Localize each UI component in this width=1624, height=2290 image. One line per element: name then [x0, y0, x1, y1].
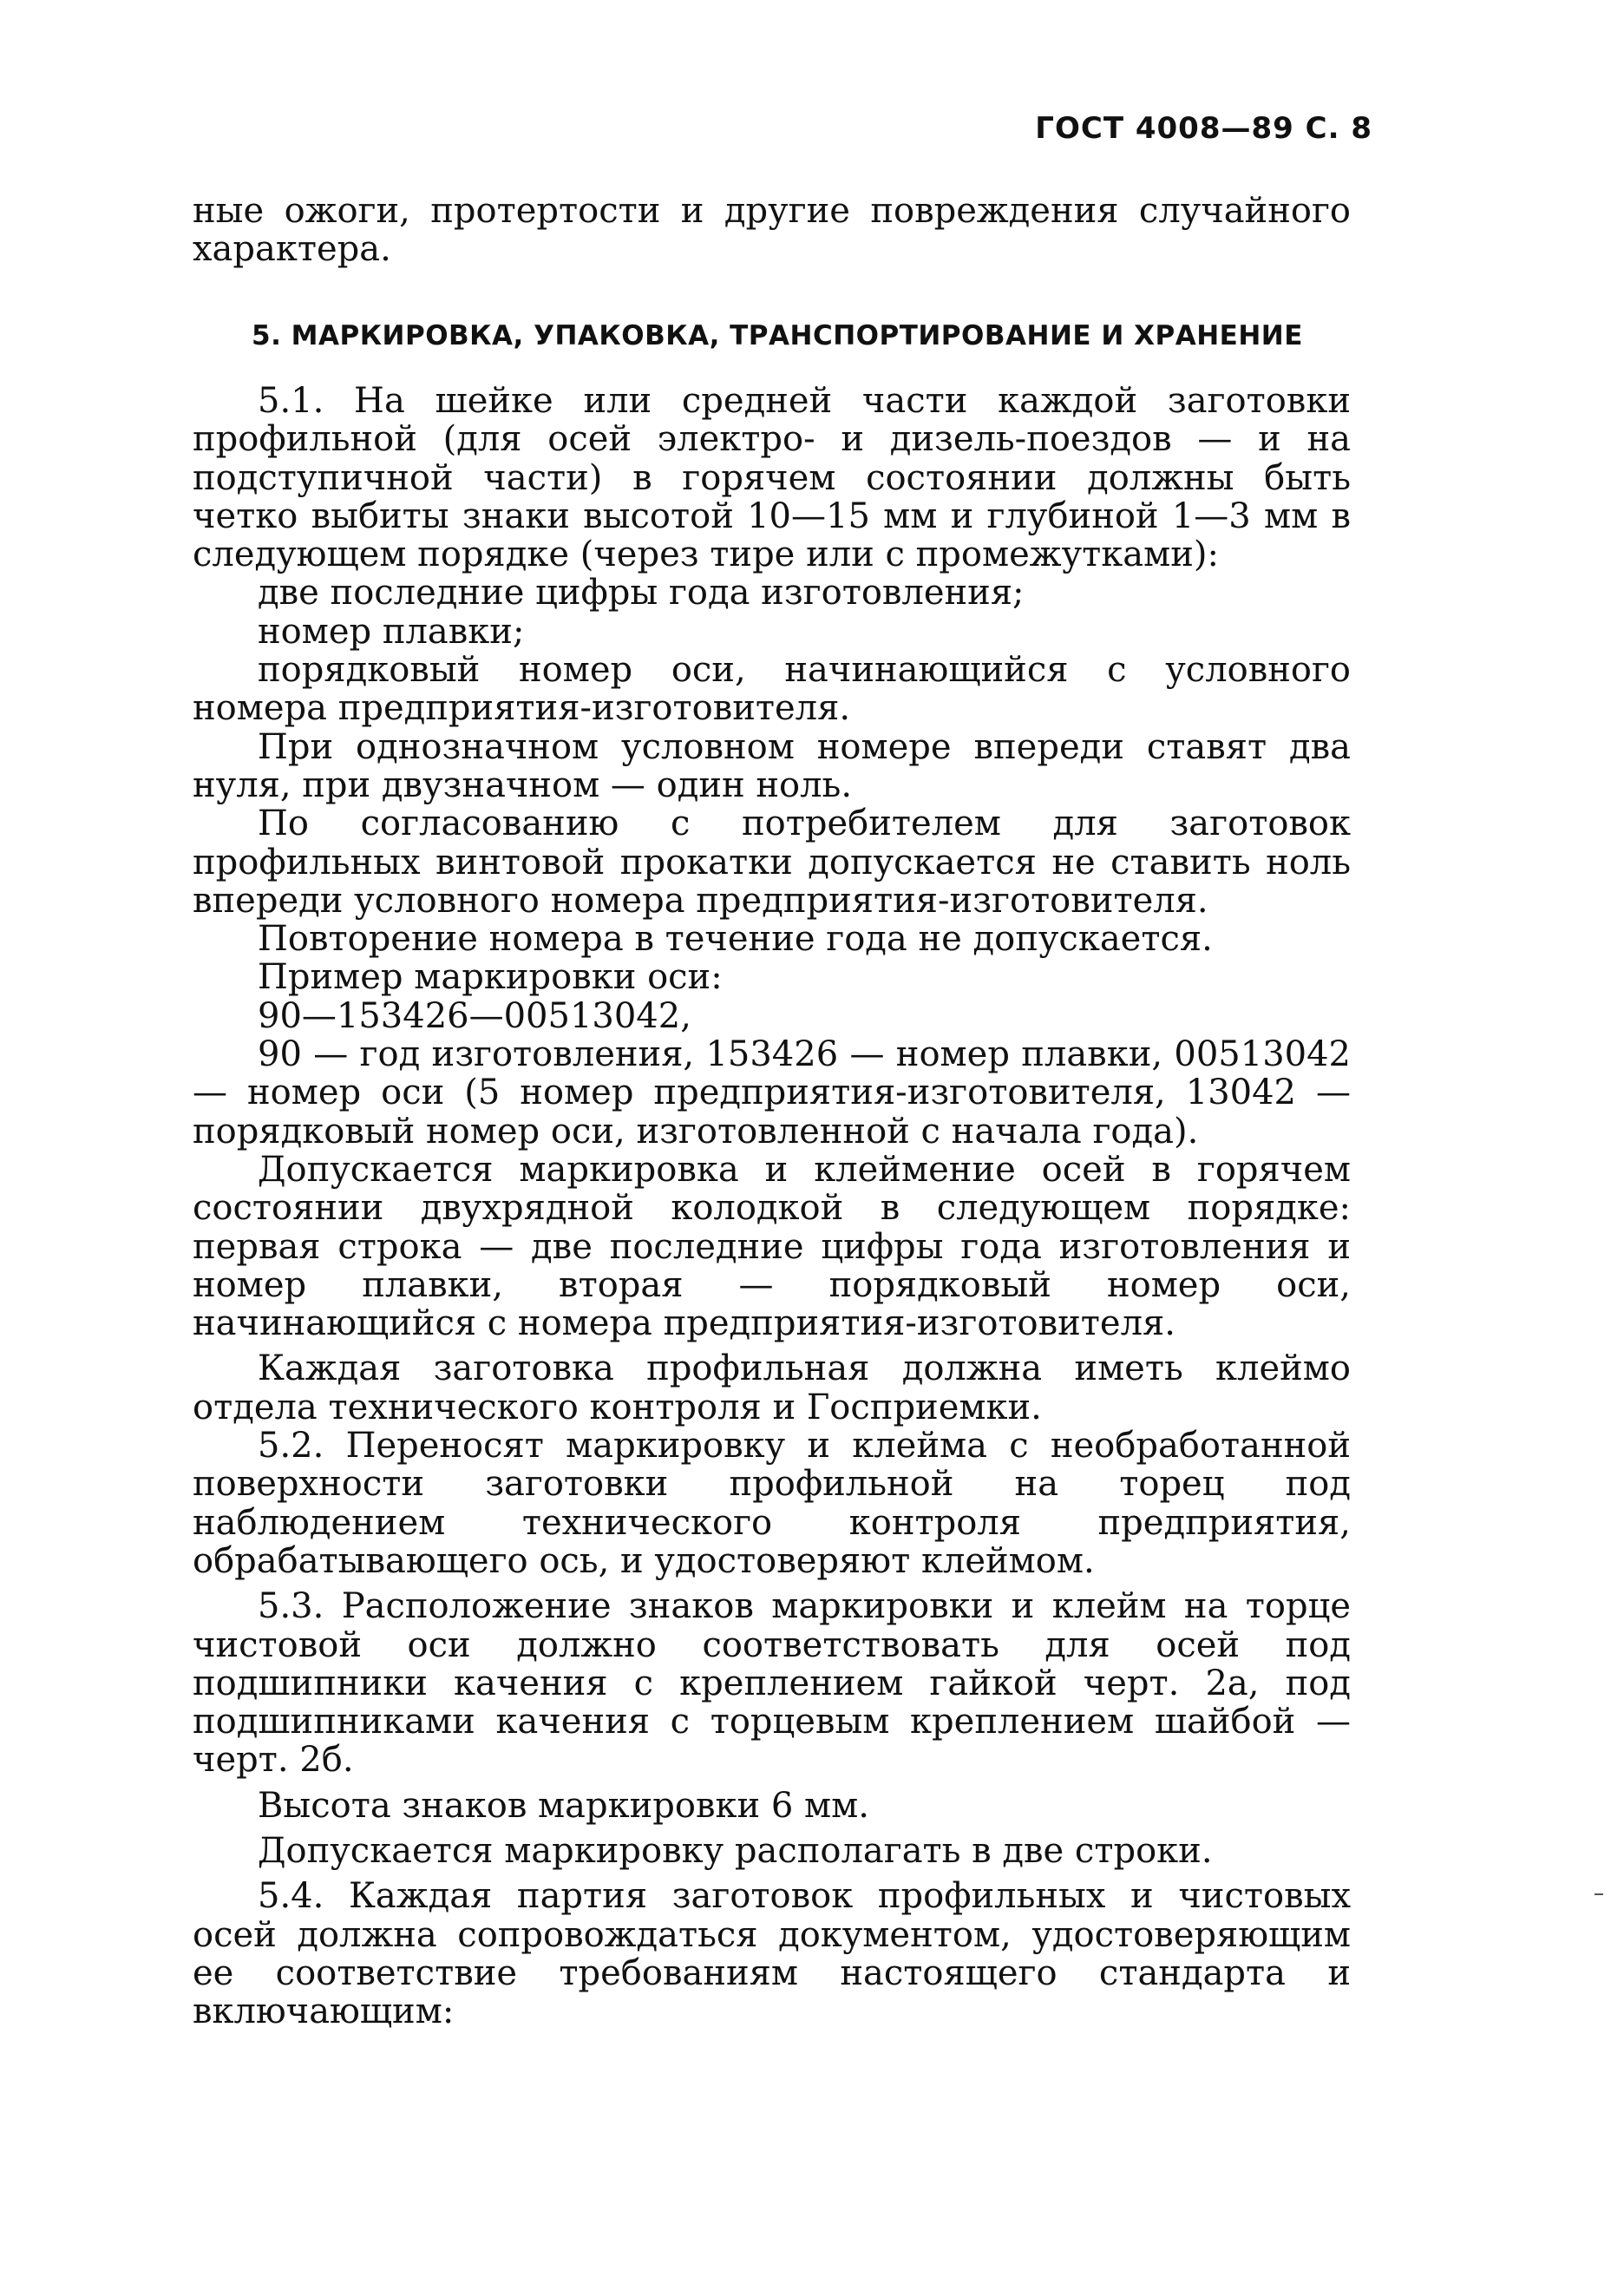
paragraph-zeros: При однозначном условном номере впереди ставят два нуля, при двузначном — один ноль. — [193, 726, 1351, 805]
paragraph-stamp: Каждая заготовка профильная должна иметь клеймо отдела технического контроля и Госприемки. — [193, 1348, 1351, 1427]
paragraph-two-row-marking: Допускается маркировка и клеймение осей в горячем состоянии двухрядной колодкой в следующем порядке: первая строка — две последние цифры года изготовления и номер плавки, вторая — порядковый номер оси, начинающийся с номера предприятия-изготовителя. — [193, 1149, 1351, 1344]
continued-text: ные ожоги, протертости и другие повреждения случайного характера. — [193, 191, 1351, 270]
example-value: 90—153426—00513042, — [258, 995, 691, 1036]
paragraph-5-3: 5.3. Расположение знаков маркировки и клейм на торце чистовой оси должно соответствовать для осей под подшипники качения с креплением гайкой черт. 2а, под подшипниками качения с торцевым креплением шайбой — черт. 2б. — [193, 1586, 1351, 1781]
continued-paragraph — [193, 192, 1351, 269]
list-item-year: две последние цифры года изготовления; — [258, 573, 1025, 614]
scan-mark — [1595, 1893, 1603, 1895]
example-label: Пример маркировки оси: — [258, 957, 723, 998]
page-header: ГОСТ 4008—89 С. 8 — [1035, 111, 1372, 146]
paragraph-5-1: 5.1. На шейке или средней части каждой заготовки профильной (для осей электро- и дизель-поездов — и на подступичной части) в горячем состоянии должны быть четко выбиты знаки высотой 10—15 мм и глубиной 1—3 мм в следующем порядке (через тире или с промежутками): — [193, 381, 1351, 575]
section-heading: 5. МАРКИРОВКА, УПАКОВКА, ТРАНСПОРТИРОВАНИЕ И ХРАНЕНИЕ — [252, 320, 1303, 351]
example-explanation: 90 — год изготовления, 153426 — номер плавки, 00513042 — номер оси (5 номер предприятия-изготовителя, 13042 — порядковый номер оси, изготовленной с начала года). — [193, 1034, 1351, 1152]
paragraph-repeat: Повторение номера в течение года не допускается. — [258, 919, 1213, 960]
section-body — [193, 382, 1351, 2031]
list-item-heat-number: номер плавки; — [258, 611, 525, 652]
paragraph-5-2: 5.2. Переносят маркировку и клейма с необработанной поверхности заготовки профильной на торец под наблюдением технического контроля предприятия, обрабатывающего ось, и удостоверяют клеймом. — [193, 1426, 1351, 1581]
list-item-serial-number: порядковый номер оси, начинающийся с условного номера предприятия-изготовителя. — [193, 650, 1351, 729]
paragraph-height: Высота знаков маркировки 6 мм. — [258, 1785, 869, 1826]
paragraph-two-lines: Допускается маркировку располагать в две строки. — [258, 1830, 1213, 1871]
paragraph-agreement: По согласованию с потребителем для заготовок профильных винтовой прокатки допускается не ставить ноль впереди условного номера предприятия-изготовителя. — [193, 804, 1351, 921]
paragraph-5-4: 5.4. Каждая партия заготовок профильных и чистовых осей должна сопровождаться документом, удостоверяющим ее соответствие требованиям настоящего стандарта и включающим: — [193, 1876, 1351, 2032]
